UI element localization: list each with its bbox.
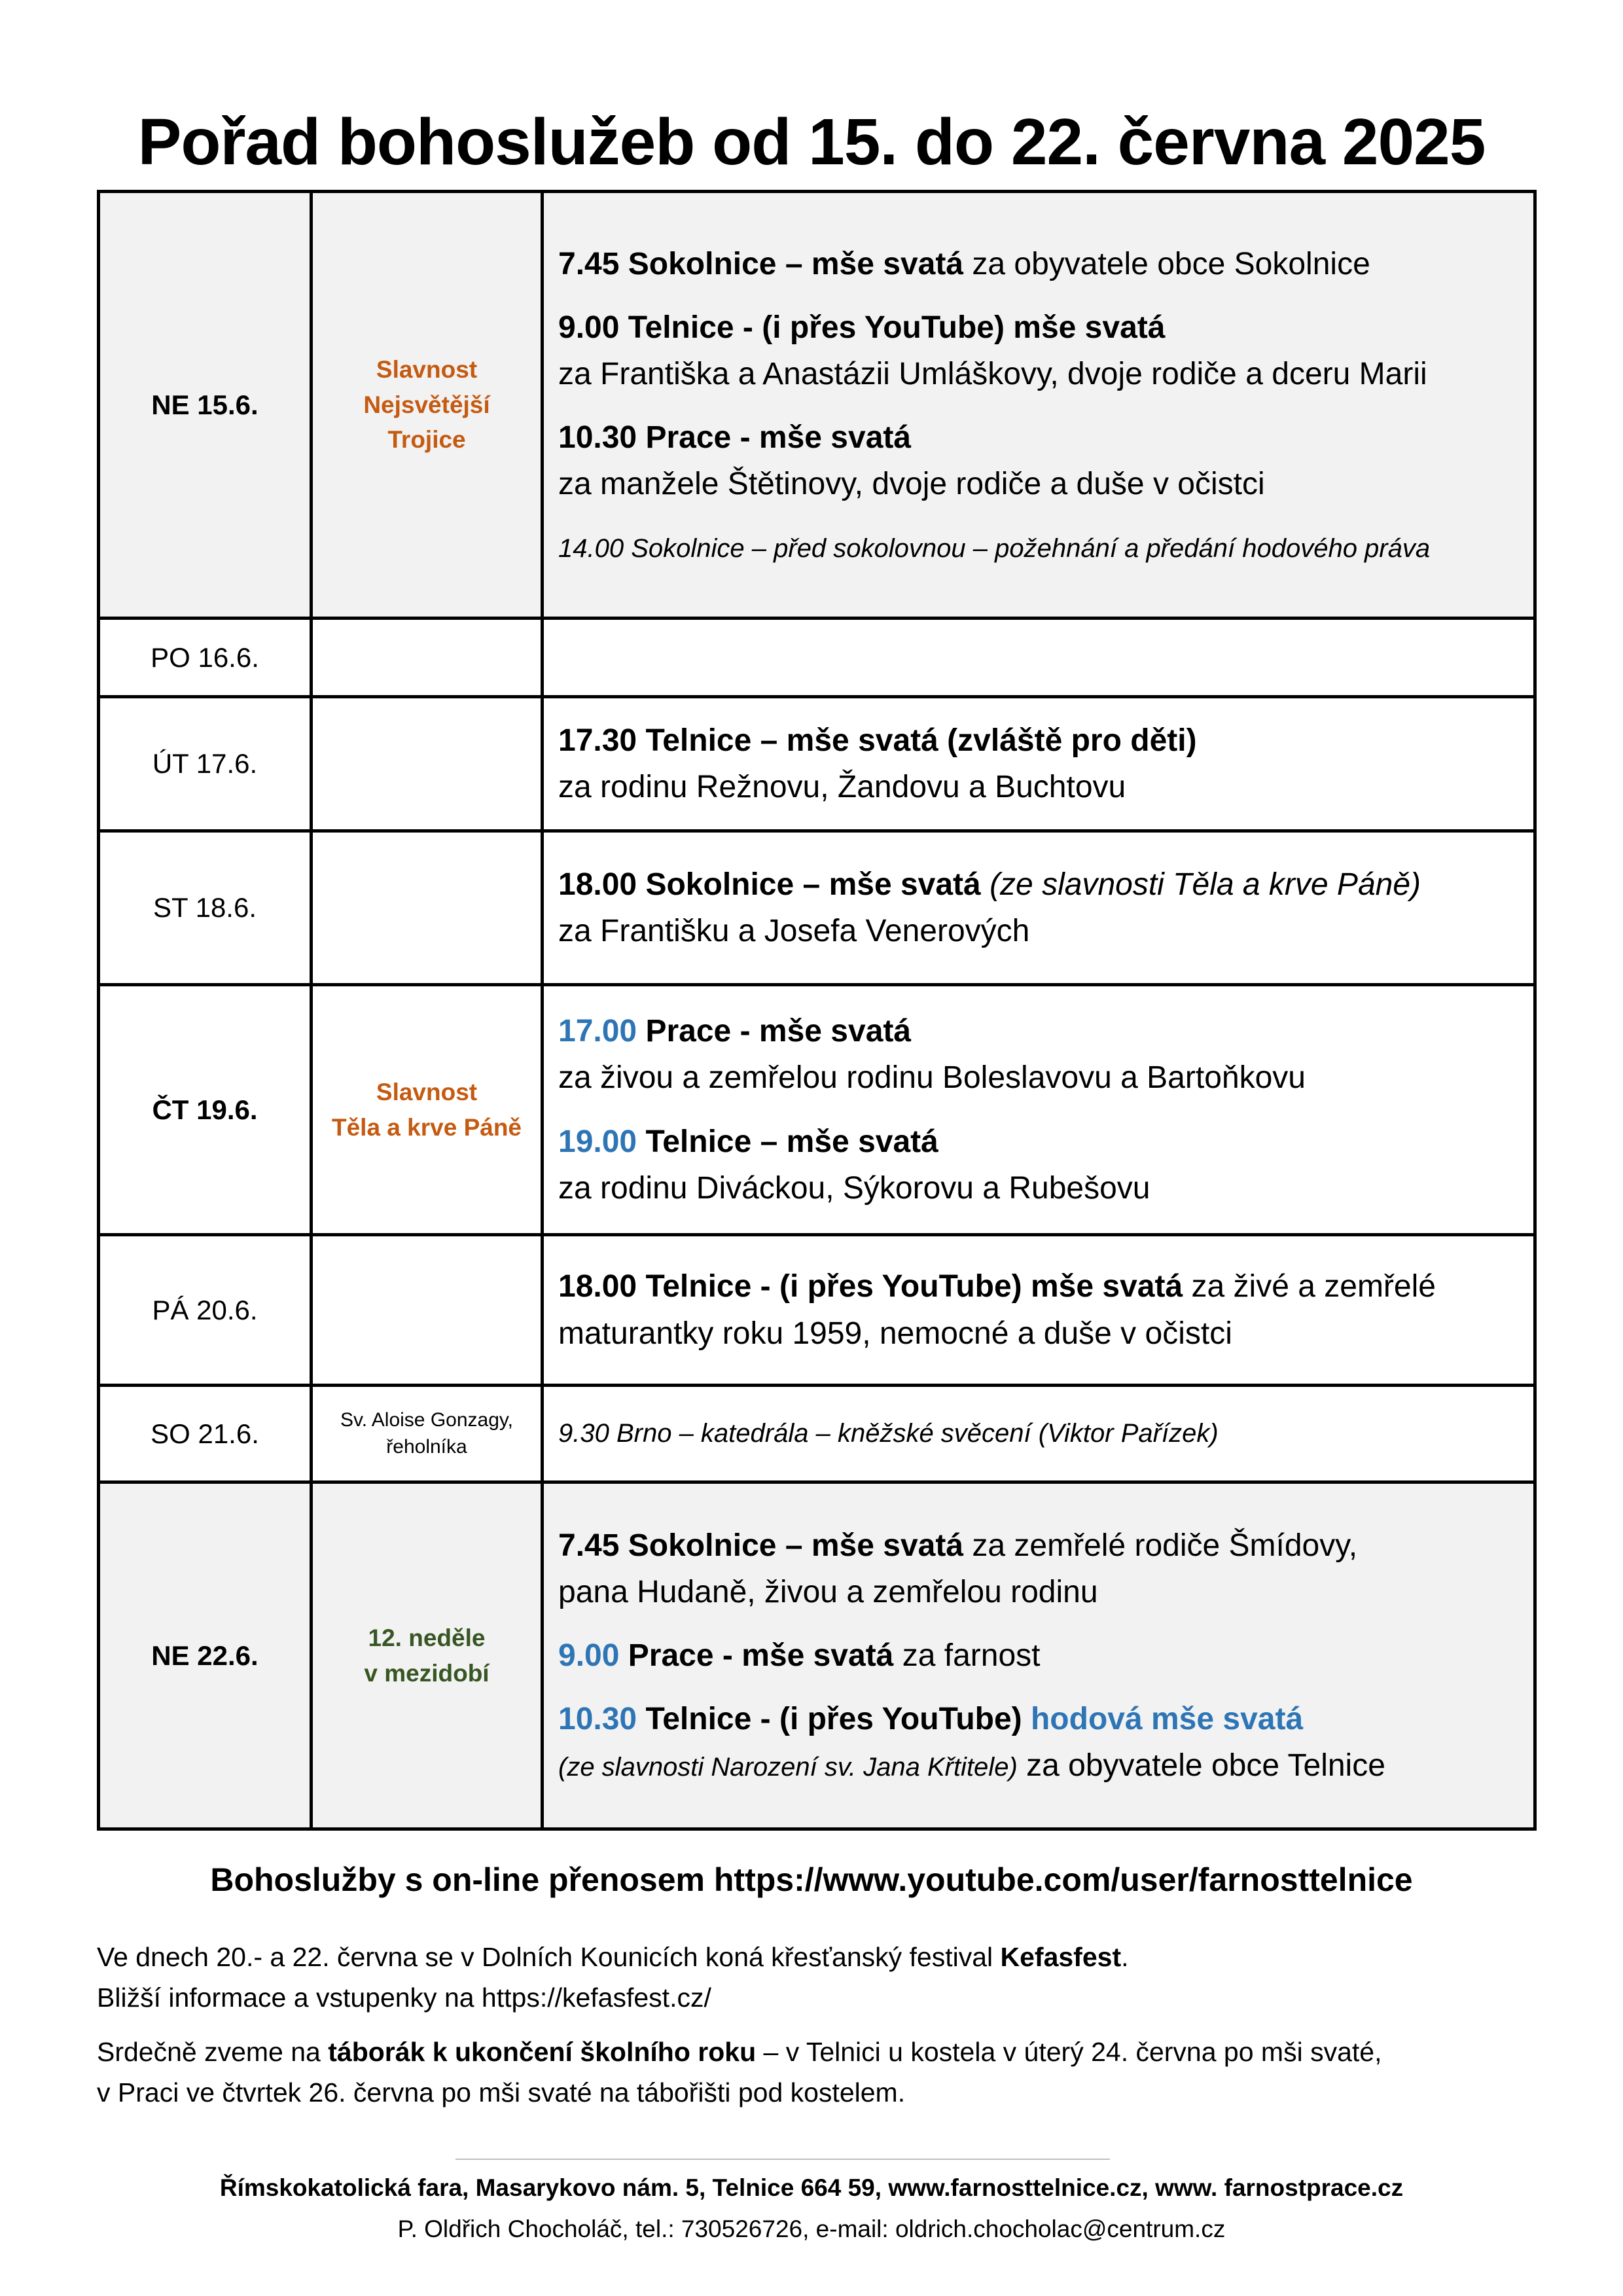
feast-cell (312, 1482, 543, 1829)
feast-line: Slavnost (376, 356, 478, 384)
mass-time: 18.00 (558, 1269, 637, 1304)
mass-place: Telnice - (i přes YouTube) mše svatá (619, 310, 1166, 346)
service-cell (543, 192, 1535, 619)
mass-time: 17.00 (558, 1014, 637, 1049)
mass-place: Sokolnice – mše svatá (619, 247, 964, 282)
day-cell: NE 15.6. (99, 192, 312, 619)
day-cell: PO 16.6. (99, 619, 312, 697)
mass-entry (558, 717, 1522, 810)
campfire-title: táborák k ukončení školního roku (328, 2037, 757, 2067)
campfire-text-line2: v Praci ve čtvrtek 26. června po mši svaté na tábořišti pod kostelem. (97, 2077, 906, 2108)
campfire-text-rest: – v Telnici u kostela v úterý 24. června po mši svaté, (756, 2037, 1382, 2067)
mass-place: Telnice – mše svatá (zvláště pro děti) (637, 723, 1197, 758)
mass-time: 10.30 (558, 1702, 637, 1737)
mass-intention: maturantky roku 1959, nemocné a duše v očistci (558, 1316, 1232, 1351)
day-cell: ST 18.6. (99, 831, 312, 985)
mass-place: Telnice - (i přes YouTube) (637, 1702, 1031, 1737)
mass-intention: za zemřelé rodiče Šmídovy, (963, 1528, 1358, 1563)
table-row (99, 1482, 1535, 1829)
mass-time: 19.00 (558, 1124, 637, 1159)
mass-entry (558, 304, 1522, 397)
mass-time: 17.30 (558, 723, 637, 758)
feast-line: Slavnost (376, 1078, 478, 1105)
feast-line: Těla a krve Páně (331, 1113, 522, 1141)
mass-place: Prace - mše svatá (637, 1014, 912, 1049)
service-cell (543, 1386, 1535, 1482)
table-row (99, 697, 1535, 831)
feast-line: řeholníka (386, 1435, 467, 1458)
festival-name: Kefasfest (1000, 1942, 1122, 1972)
day-cell: ČT 19.6. (99, 985, 312, 1235)
mass-intention: za živé a zemřelé (1183, 1269, 1436, 1304)
footer-divider (455, 2159, 1110, 2160)
campfire-info (97, 2032, 1537, 2113)
mass-entry (558, 1263, 1522, 1356)
feast-cell (312, 619, 543, 697)
service-cell (543, 619, 1535, 697)
mass-time: 10.30 (558, 420, 637, 456)
mass-intention: za živou a zemřelou rodinu Boleslavovu a Bartoňkovu (558, 1060, 1306, 1096)
day-cell: PÁ 20.6. (99, 1235, 312, 1386)
mass-feast-note: (ze slavnosti Narození sv. Jana Křtitele) (558, 1753, 1018, 1782)
mass-entry (558, 1632, 1522, 1679)
live-stream-info: Bohoslužby s on-line přenosem https://www.youtube.com/user/farnosttelnice (210, 1861, 1413, 1898)
feast-cell (312, 1235, 543, 1386)
event-note: 14.00 Sokolnice – před sokolovnou – požehnání a předání hodového práva (558, 534, 1431, 564)
mass-intention: pana Hudaně, živou a zemřelou rodinu (558, 1574, 1098, 1609)
mass-place: Telnice – mše svatá (637, 1124, 938, 1159)
service-cell (543, 1482, 1535, 1829)
mass-intention: za rodinu Diváckou, Sýkorovu a Rubešovu (558, 1170, 1150, 1206)
mass-entry (558, 861, 1522, 954)
feast-cell (312, 192, 543, 619)
feast-line: v mezidobí (364, 1659, 490, 1687)
schedule-table (97, 190, 1537, 1831)
mass-time: 18.00 (558, 867, 637, 902)
mass-entry (558, 1119, 1522, 1211)
mass-entry (558, 1696, 1522, 1789)
day-cell: SO 21.6. (99, 1386, 312, 1482)
mass-entry (558, 1522, 1522, 1615)
feast-cell (312, 831, 543, 985)
feast-line: Sv. Aloise Gonzagy, (340, 1409, 514, 1431)
service-cell (543, 1235, 1535, 1386)
table-row (99, 1235, 1535, 1386)
feast-cell (312, 985, 543, 1235)
mass-intention: za Františka a Anastázii Umláškovy, dvoje rodiče a dceru Marii (558, 357, 1427, 392)
event-note: 9.30 Brno – katedrála – kněžské svěcení (Viktor Pařízek) (558, 1418, 1219, 1448)
day-cell: NE 22.6. (99, 1482, 312, 1829)
table-row (99, 619, 1535, 697)
mass-intention: za manžele Štětinovy, dvoje rodiče a duše v očistci (558, 467, 1265, 502)
table-row (99, 985, 1535, 1235)
festival-text-end: . (1121, 1942, 1129, 1972)
footer-address: Římskokatolická fara, Masarykovo nám. 5, Telnice 664 59, www.farnosttelnice.cz, www. farnostprace.cz (219, 2174, 1404, 2201)
mass-time: 9.00 (558, 1638, 620, 1673)
table-row (99, 831, 1535, 985)
festival-text: Ve dnech 20.- a 22. června se v Dolních Kounicích koná křesťanský festival (97, 1942, 1001, 1972)
campfire-text: Srdečně zveme na (97, 2037, 329, 2067)
day-cell: ÚT 17.6. (99, 697, 312, 831)
feast-cell (312, 697, 543, 831)
mass-intention: za rodinu Režnovu, Žandovu a Buchtovu (558, 770, 1126, 804)
page-title: Pořad bohoslužeb od 15. do 22. června 2025 (137, 105, 1486, 179)
mass-highlight: hodová mše svatá (1030, 1702, 1304, 1737)
table-row (99, 1386, 1535, 1482)
feast-cell (312, 1386, 543, 1482)
feast-line: 12. neděle (368, 1624, 486, 1651)
mass-place: Sokolnice – mše svatá (637, 867, 981, 902)
service-cell (543, 697, 1535, 831)
mass-time: 7.45 (558, 247, 620, 282)
mass-time: 7.45 (558, 1528, 620, 1563)
festival-info (97, 1937, 1537, 2018)
mass-time: 9.00 (558, 310, 620, 346)
mass-entry (558, 414, 1522, 507)
footer-contact: P. Oldřich Chocholáč, tel.: 730526726, e-mail: oldrich.chocholac@centrum.cz (397, 2215, 1226, 2242)
mass-place: Sokolnice – mše svatá (619, 1528, 964, 1563)
mass-intention: za obyvatele obce Telnice (1017, 1748, 1385, 1784)
mass-entry (558, 1008, 1522, 1101)
table-row (99, 192, 1535, 619)
mass-feast-note: (ze slavnosti Těla a krve Páně) (980, 867, 1421, 902)
mass-intention: za obyvatele obce Sokolnice (963, 247, 1370, 282)
mass-intention: za farnost (893, 1638, 1041, 1673)
feast-line: Trojice (387, 426, 466, 454)
feast-line: Nejsvětější (363, 391, 490, 418)
festival-link-text: Bližší informace a vstupenky na https://kefasfest.cz/ (97, 1982, 711, 2013)
mass-intention: za Františku a Josefa Venerových (558, 914, 1030, 948)
mass-place: Prace - mše svatá (619, 1638, 894, 1673)
mass-entry (558, 241, 1522, 287)
mass-place: Prace - mše svatá (637, 420, 912, 456)
service-cell (543, 985, 1535, 1235)
service-cell (543, 831, 1535, 985)
mass-place: Telnice - (i přes YouTube) mše svatá (637, 1269, 1183, 1304)
